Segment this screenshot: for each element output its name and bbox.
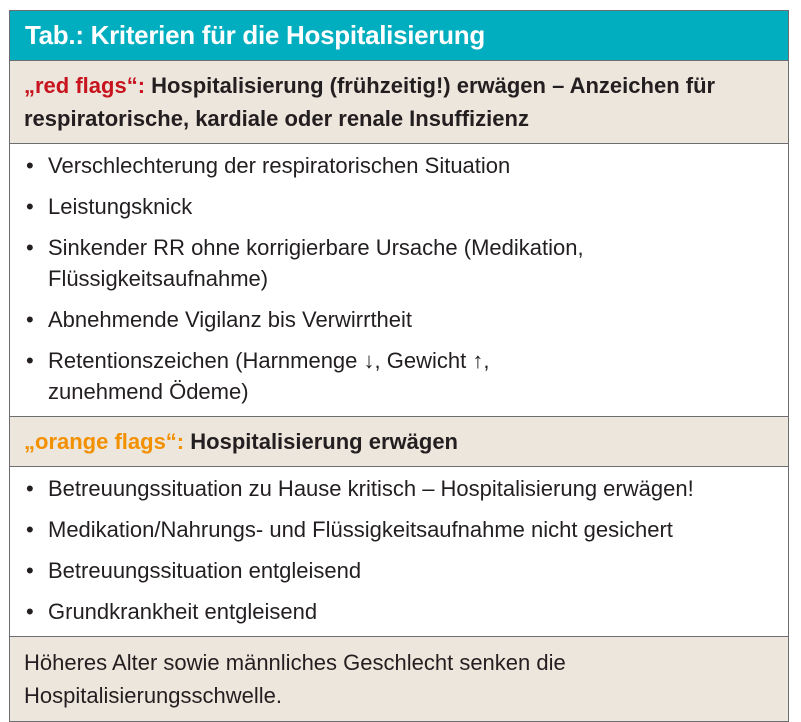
retention-text-middle: , Gewicht bbox=[374, 348, 467, 373]
list-item-text: Sinkender RR ohne korrigierbare Ursache (Medikation, Flüssigkeitsaufnahme) bbox=[48, 235, 584, 291]
arrow-down-icon: ↓ bbox=[363, 348, 375, 373]
list-item bbox=[10, 473, 788, 504]
table-title-bar bbox=[10, 11, 788, 61]
list-item bbox=[10, 150, 788, 181]
footer-note bbox=[10, 637, 788, 721]
red-flags-label: „red flags“: bbox=[24, 73, 146, 98]
orange-flags-heading bbox=[10, 417, 788, 467]
red-flags-list bbox=[10, 144, 788, 417]
bullet-icon: • bbox=[26, 517, 34, 542]
list-item-text: Betreuungssituation zu Hause kritisch – Hospitalisierung erwägen! bbox=[48, 476, 694, 501]
red-flags-heading bbox=[10, 61, 788, 144]
bullet-icon: • bbox=[26, 348, 34, 373]
list-item-text: Betreuungssituation entgleisend bbox=[48, 558, 362, 583]
bullet-icon: • bbox=[26, 476, 34, 501]
list-item bbox=[10, 596, 788, 627]
list-item bbox=[10, 304, 788, 335]
retention-text-before: Retentionszeichen (Harnmenge bbox=[48, 348, 358, 373]
list-item bbox=[10, 191, 788, 222]
retention-text-after: , zunehmend Ödeme) bbox=[48, 348, 490, 404]
arrow-up-icon: ↑ bbox=[472, 348, 484, 373]
orange-flags-heading-text: Hospitalisierung erwägen bbox=[190, 429, 458, 454]
bullet-icon: • bbox=[26, 235, 34, 260]
red-flags-heading-text: Hospitalisierung (frühzeitig!) erwägen – Anzeichen für respiratorische, kardiale oder renale Insuffizienz bbox=[24, 73, 716, 131]
footer-note-text: Höheres Alter sowie männliches Geschlecht senken die Hospitalisierungsschwelle. bbox=[24, 650, 566, 708]
bullet-icon: • bbox=[26, 194, 34, 219]
bullet-icon: • bbox=[26, 599, 34, 624]
orange-flags-label: „orange flags“: bbox=[24, 429, 185, 454]
orange-flags-list bbox=[10, 467, 788, 637]
list-item bbox=[10, 345, 788, 407]
list-item-text: Abnehmende Vigilanz bis Verwirrtheit bbox=[48, 307, 413, 332]
bullet-icon: • bbox=[26, 153, 34, 178]
list-item bbox=[10, 232, 788, 294]
list-item bbox=[10, 555, 788, 586]
list-item-text: Grundkrankheit entgleisend bbox=[48, 599, 318, 624]
table-title: Tab.: Kriterien für die Hospitalisierung bbox=[25, 20, 485, 50]
list-item-text: Medikation/Nahrungs- und Flüssigkeitsaufnahme nicht gesichert bbox=[48, 517, 673, 542]
bullet-icon: • bbox=[26, 558, 34, 583]
list-item-text: Verschlechterung der respiratorischen Situation bbox=[48, 153, 511, 178]
bullet-icon: • bbox=[26, 307, 34, 332]
criteria-table bbox=[9, 10, 789, 722]
list-item-text: Leistungsknick bbox=[48, 194, 193, 219]
list-item bbox=[10, 514, 788, 545]
